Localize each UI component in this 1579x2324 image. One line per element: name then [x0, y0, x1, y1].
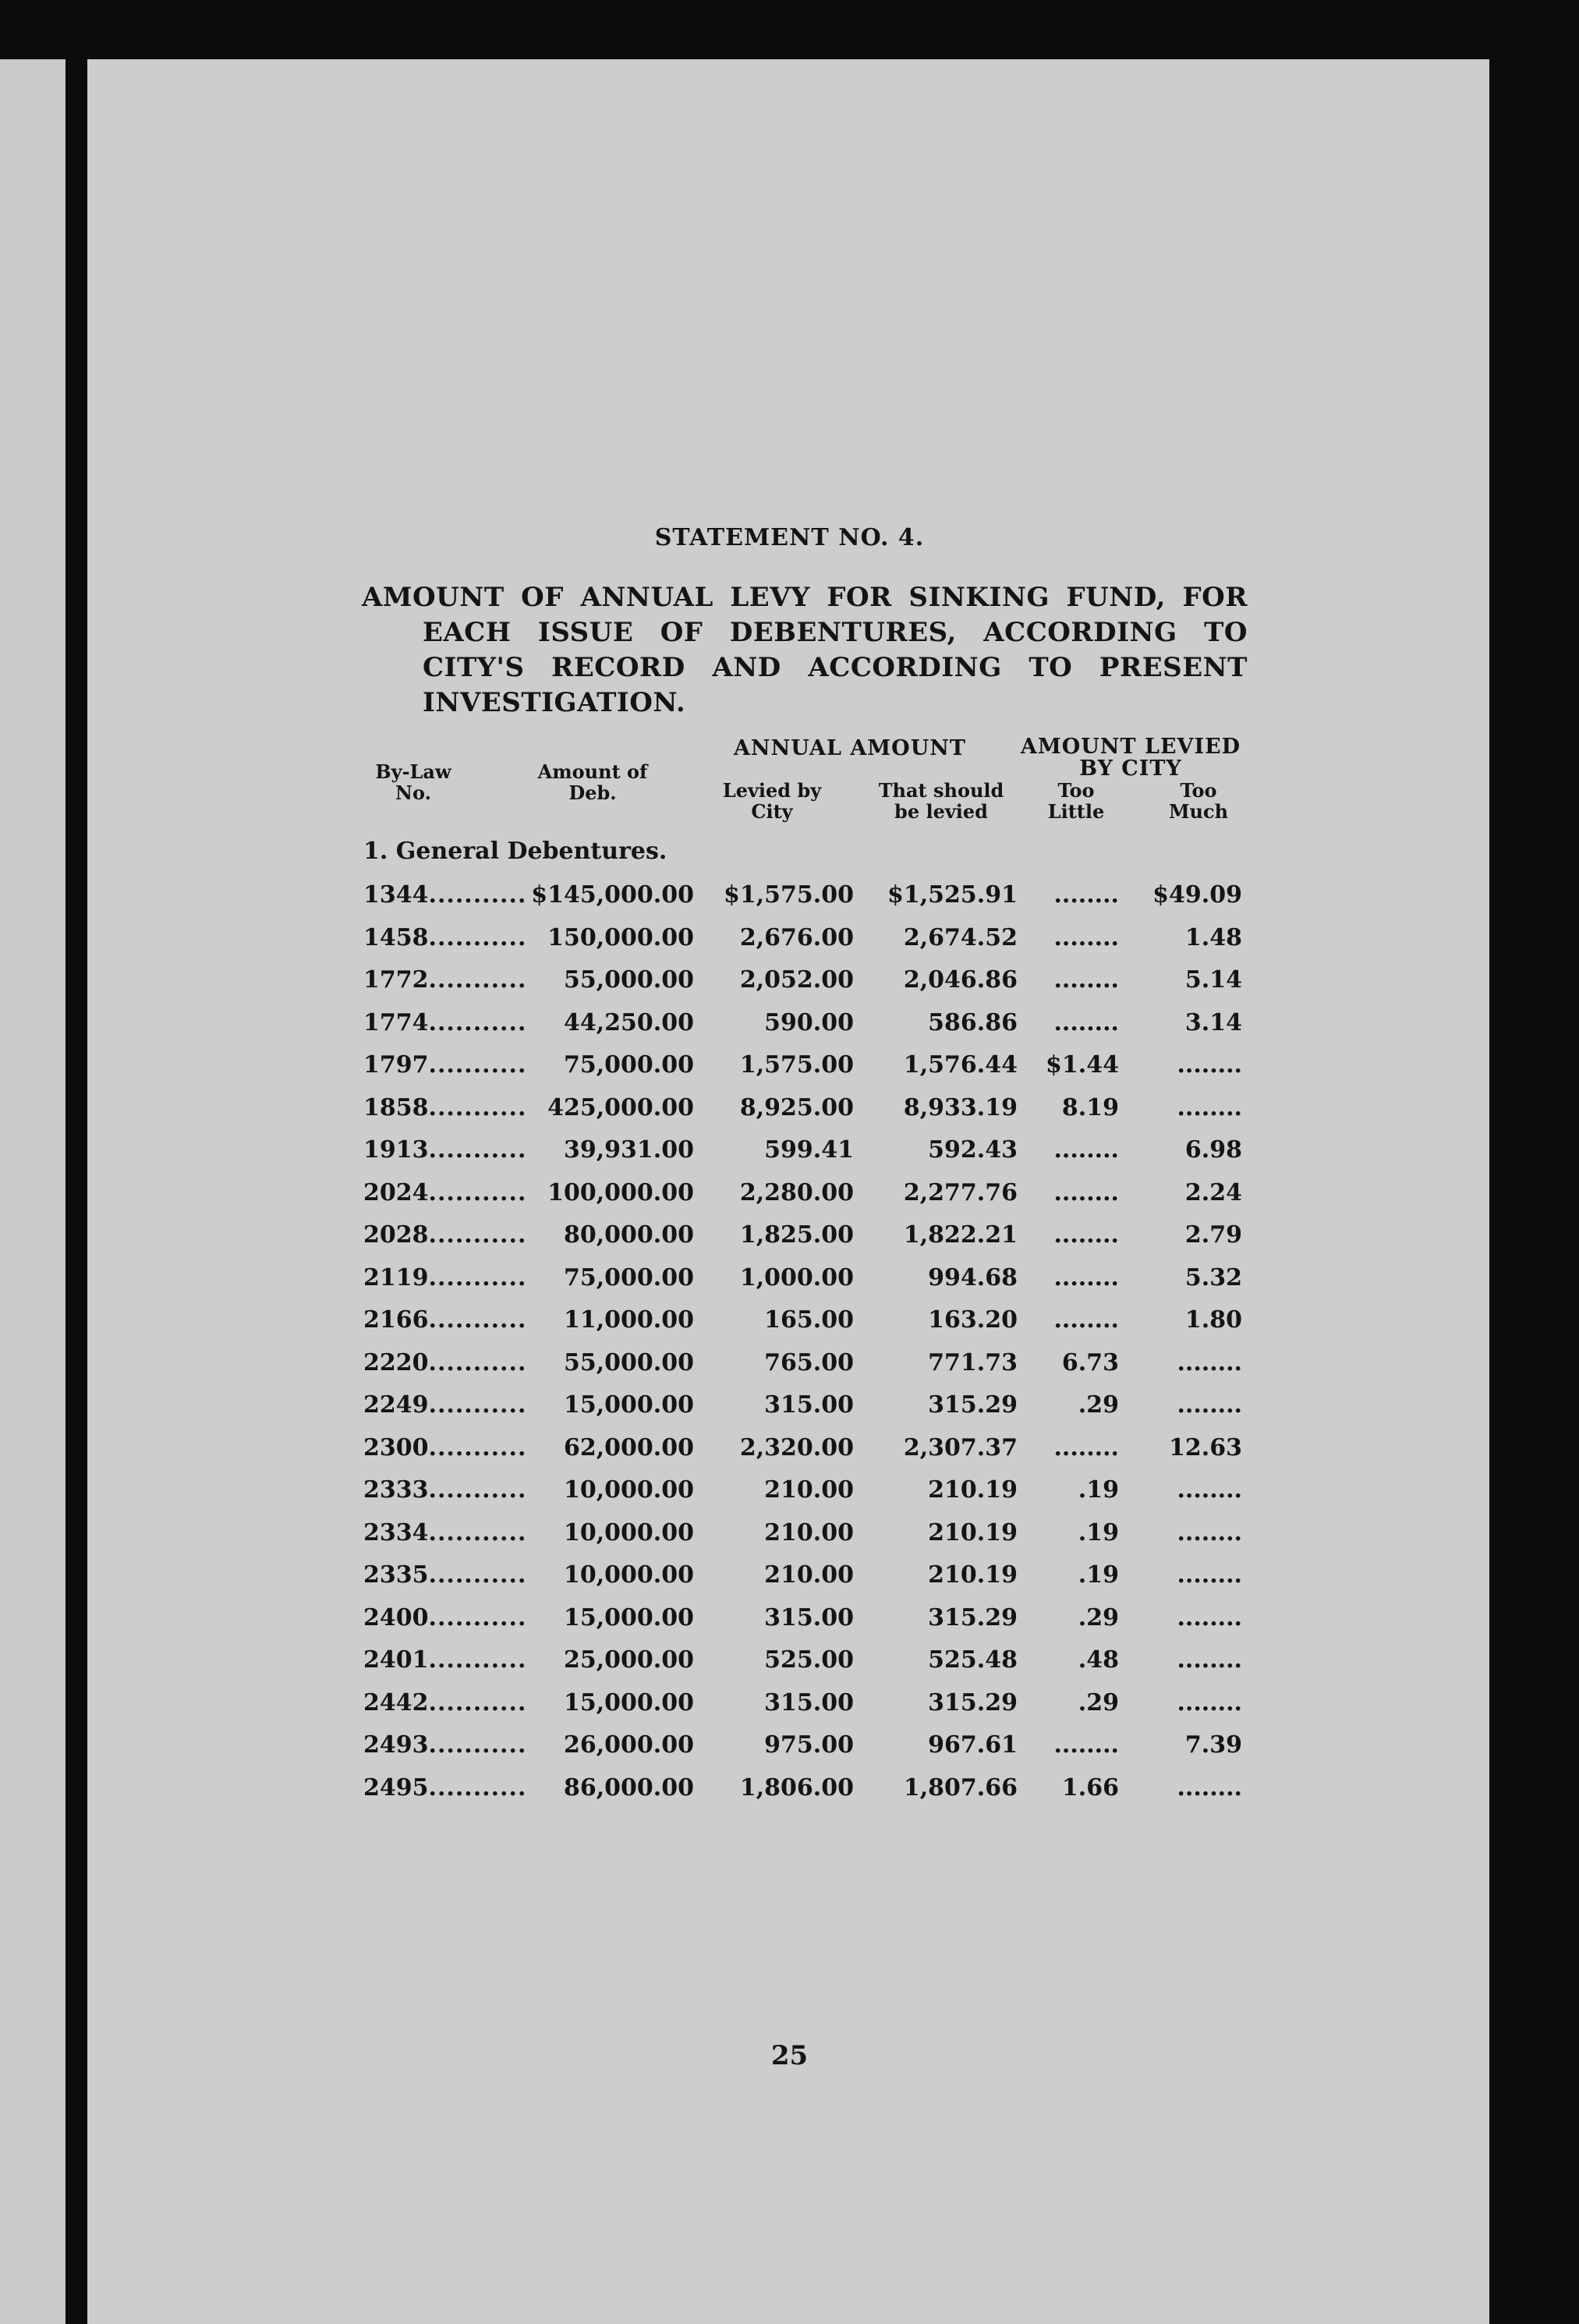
levied-cell: 8,925.00 — [739, 1094, 854, 1121]
table-row — [0, 1689, 1579, 1720]
table-row — [0, 924, 1579, 955]
by-law-cell — [363, 1349, 526, 1376]
too-little-cell: .19 — [1078, 1476, 1119, 1504]
by-law-number: 1797 — [363, 1051, 429, 1079]
leader-dots: ........... — [428, 1689, 527, 1716]
should-cell: 210.19 — [928, 1561, 1018, 1589]
levied-cell: 165.00 — [764, 1306, 854, 1334]
should-cell: 2,046.86 — [903, 966, 1018, 994]
by-law-cell — [363, 924, 526, 951]
too-little-cell: ........ — [1053, 924, 1119, 951]
by-law-number: 2334 — [363, 1519, 429, 1546]
too-little-cell: ........ — [1053, 1136, 1119, 1164]
too-much-cell: ........ — [1177, 1476, 1242, 1504]
by-law-number: 2333 — [363, 1476, 429, 1504]
statement-description — [362, 580, 1248, 721]
too-little-cell: ........ — [1053, 1731, 1119, 1759]
too-much-cell: ........ — [1177, 1646, 1242, 1674]
leader-dots: ........... — [428, 881, 527, 909]
too-little-cell: .29 — [1078, 1391, 1119, 1419]
leader-dots: ........... — [428, 1774, 527, 1801]
leader-dots: ........... — [428, 1731, 527, 1759]
by-law-number: 1458 — [363, 924, 429, 951]
should-cell: 315.29 — [928, 1391, 1018, 1419]
too-little-cell: $1.44 — [1046, 1051, 1119, 1079]
leader-dots: ........... — [428, 1434, 527, 1461]
by-law-cell — [363, 1051, 526, 1079]
too-much-cell: 7.39 — [1184, 1731, 1242, 1759]
too-much-cell: ........ — [1177, 1604, 1242, 1631]
by-law-cell — [363, 1221, 526, 1249]
by-law-number: 2442 — [363, 1689, 429, 1716]
too-much-cell: 2.79 — [1184, 1221, 1242, 1249]
by-law-cell — [363, 1391, 526, 1419]
amount-cell: $145,000.00 — [531, 881, 694, 909]
description-line-1: AMOUNT OF ANNUAL LEVY FOR SINKING FUND, FOR — [362, 582, 1248, 613]
levied-cell: $1,575.00 — [723, 881, 854, 909]
should-cell: $1,525.91 — [887, 881, 1018, 909]
amount-cell: 86,000.00 — [563, 1774, 694, 1801]
page-number: 25 — [770, 2040, 809, 2071]
too-little-cell: 1.66 — [1061, 1774, 1119, 1801]
levied-cell: 210.00 — [764, 1476, 854, 1504]
too-little-cell: .29 — [1078, 1604, 1119, 1631]
amount-cell: 80,000.00 — [563, 1221, 694, 1249]
should-cell: 315.29 — [928, 1604, 1018, 1631]
by-law-number: 2335 — [363, 1561, 429, 1589]
table-row — [0, 1264, 1579, 1295]
should-cell: 210.19 — [928, 1476, 1018, 1504]
too-little-cell: ........ — [1053, 881, 1119, 909]
by-law-cell — [363, 1009, 526, 1036]
should-cell: 210.19 — [928, 1519, 1018, 1546]
by-law-number: 2024 — [363, 1179, 429, 1206]
amount-cell: 75,000.00 — [563, 1051, 694, 1079]
leader-dots: ........... — [428, 1009, 527, 1036]
by-law-cell — [363, 1136, 526, 1164]
by-law-number: 1344 — [363, 881, 429, 909]
levied-cell: 2,320.00 — [739, 1434, 854, 1461]
should-cell: 2,307.37 — [903, 1434, 1018, 1461]
table-row — [0, 966, 1579, 997]
amount-cell: 10,000.00 — [563, 1519, 694, 1546]
leader-dots: ........... — [428, 1221, 527, 1249]
by-law-number: 1913 — [363, 1136, 429, 1164]
leader-dots: ........... — [428, 1094, 527, 1121]
too-little-header: Too Little — [1047, 779, 1105, 823]
by-law-cell — [363, 1561, 526, 1589]
amount-cell: 62,000.00 — [563, 1434, 694, 1461]
table-row — [0, 1476, 1579, 1507]
leader-dots: ........... — [428, 1604, 527, 1631]
amount-cell: 10,000.00 — [563, 1561, 694, 1589]
by-law-number: 1858 — [363, 1094, 429, 1121]
that-should-be-levied-header: That should be levied — [878, 779, 1004, 823]
levied-cell: 525.00 — [764, 1646, 854, 1674]
levied-cell: 1,806.00 — [739, 1774, 854, 1801]
too-little-cell: ........ — [1053, 1264, 1119, 1291]
statement-title: STATEMENT NO. 4. — [654, 524, 925, 551]
table-row — [0, 1519, 1579, 1550]
levied-cell: 2,676.00 — [739, 924, 854, 951]
should-cell: 1,807.66 — [903, 1774, 1018, 1801]
too-much-cell: ........ — [1177, 1051, 1242, 1079]
section-title: 1. General Debentures. — [363, 838, 667, 865]
table-row — [0, 1009, 1579, 1040]
amount-cell: 39,931.00 — [563, 1136, 694, 1164]
levied-cell: 599.41 — [764, 1136, 854, 1164]
leader-dots: ........... — [428, 924, 527, 951]
levied-cell: 590.00 — [764, 1009, 854, 1036]
leader-dots: ........... — [428, 1051, 527, 1079]
leader-dots: ........... — [428, 1519, 527, 1546]
table-row — [0, 881, 1579, 912]
by-law-number: 1772 — [363, 966, 429, 994]
table-row — [0, 1434, 1579, 1465]
levied-cell: 315.00 — [764, 1391, 854, 1419]
amount-cell: 11,000.00 — [563, 1306, 694, 1334]
table-row — [0, 1731, 1579, 1762]
amount-levied-by-city-header: AMOUNT LEVIED BY CITY — [1020, 735, 1241, 781]
by-law-cell — [363, 1264, 526, 1291]
by-law-cell — [363, 1646, 526, 1674]
should-cell: 994.68 — [928, 1264, 1018, 1291]
by-law-cell — [363, 1476, 526, 1504]
table-row — [0, 1391, 1579, 1422]
by-law-cell — [363, 881, 526, 909]
amount-cell: 25,000.00 — [563, 1646, 694, 1674]
too-much-cell: ........ — [1177, 1689, 1242, 1716]
levied-cell: 1,575.00 — [739, 1051, 854, 1079]
by-law-number: 2119 — [363, 1264, 429, 1291]
too-little-cell: ........ — [1053, 1434, 1119, 1461]
too-little-cell: ........ — [1053, 1009, 1119, 1036]
amount-cell: 15,000.00 — [563, 1391, 694, 1419]
leader-dots: ........... — [428, 1179, 527, 1206]
leader-dots: ........... — [428, 966, 527, 994]
by-law-number: 2249 — [363, 1391, 429, 1419]
leader-dots: ........... — [428, 1561, 527, 1589]
table-row — [0, 1221, 1579, 1252]
by-law-cell — [363, 1604, 526, 1631]
by-law-number: 2401 — [363, 1646, 429, 1674]
too-little-cell: ........ — [1053, 966, 1119, 994]
by-law-number: 2300 — [363, 1434, 429, 1461]
by-law-cell — [363, 1519, 526, 1546]
too-much-cell: ........ — [1177, 1094, 1242, 1121]
should-cell: 2,674.52 — [903, 924, 1018, 951]
should-cell: 771.73 — [928, 1349, 1018, 1376]
by-law-number: 2493 — [363, 1731, 429, 1759]
annual-amount-header: ANNUAL AMOUNT — [733, 736, 967, 760]
too-little-cell: 8.19 — [1061, 1094, 1119, 1121]
amount-cell: 15,000.00 — [563, 1689, 694, 1716]
table-row — [0, 1604, 1579, 1635]
levied-cell: 210.00 — [764, 1519, 854, 1546]
too-little-cell: ........ — [1053, 1179, 1119, 1206]
should-cell: 592.43 — [928, 1136, 1018, 1164]
by-law-cell — [363, 1179, 526, 1206]
too-much-cell: ........ — [1177, 1519, 1242, 1546]
too-little-cell: .19 — [1078, 1561, 1119, 1589]
should-cell: 525.48 — [928, 1646, 1018, 1674]
table-row — [0, 1136, 1579, 1167]
leader-dots: ........... — [428, 1391, 527, 1419]
amount-cell: 75,000.00 — [563, 1264, 694, 1291]
should-cell: 967.61 — [928, 1731, 1018, 1759]
too-much-cell: 1.80 — [1184, 1306, 1242, 1334]
levied-cell: 765.00 — [764, 1349, 854, 1376]
leader-dots: ........... — [428, 1349, 527, 1376]
table-row — [0, 1646, 1579, 1677]
levied-cell: 2,280.00 — [739, 1179, 854, 1206]
description-line-2: EACH ISSUE OF DEBENTURES, ACCORDING TO — [423, 617, 1248, 648]
by-law-cell — [363, 1434, 526, 1461]
description-line-3: CITY'S RECORD AND ACCORDING TO PRESENT — [423, 652, 1248, 683]
leader-dots: ........... — [428, 1136, 527, 1164]
leader-dots: ........... — [428, 1646, 527, 1674]
by-law-cell — [363, 1689, 526, 1716]
should-cell: 163.20 — [928, 1306, 1018, 1334]
levied-cell: 1,000.00 — [739, 1264, 854, 1291]
amount-cell: 44,250.00 — [563, 1009, 694, 1036]
too-much-cell: 12.63 — [1169, 1434, 1242, 1461]
too-much-cell: 5.14 — [1184, 966, 1242, 994]
amount-cell: 15,000.00 — [563, 1604, 694, 1631]
table-row — [0, 1306, 1579, 1337]
by-law-number: 2166 — [363, 1306, 429, 1334]
should-cell: 315.29 — [928, 1689, 1018, 1716]
amount-cell: 150,000.00 — [547, 924, 694, 951]
table-row — [0, 1774, 1579, 1805]
by-law-number: 2495 — [363, 1774, 429, 1801]
by-law-number: 2220 — [363, 1349, 429, 1376]
amount-cell: 100,000.00 — [547, 1179, 694, 1206]
too-much-cell: 1.48 — [1184, 924, 1242, 951]
by-law-number: 2400 — [363, 1604, 429, 1631]
table-row — [0, 1094, 1579, 1125]
levied-cell: 315.00 — [764, 1604, 854, 1631]
amount-cell: 425,000.00 — [547, 1094, 694, 1121]
leader-dots: ........... — [428, 1264, 527, 1291]
too-little-cell: .19 — [1078, 1519, 1119, 1546]
should-cell: 1,576.44 — [903, 1051, 1018, 1079]
too-much-cell: 5.32 — [1184, 1264, 1242, 1291]
too-much-header: Too Much — [1168, 779, 1229, 823]
by-law-no-header: By-Law No. — [375, 760, 451, 804]
too-much-cell: 6.98 — [1184, 1136, 1242, 1164]
leader-dots: ........... — [428, 1476, 527, 1504]
too-little-cell: .29 — [1078, 1689, 1119, 1716]
too-much-cell: 3.14 — [1184, 1009, 1242, 1036]
too-much-cell: ........ — [1177, 1349, 1242, 1376]
too-little-cell: .48 — [1078, 1646, 1119, 1674]
too-little-cell: ........ — [1053, 1306, 1119, 1334]
table-row — [0, 1349, 1579, 1380]
too-little-cell: ........ — [1053, 1221, 1119, 1249]
amount-of-deb-header: Amount of Deb. — [537, 760, 648, 804]
by-law-cell — [363, 1094, 526, 1121]
too-much-cell: ........ — [1177, 1774, 1242, 1801]
description-line-4: INVESTIGATION. — [423, 687, 686, 718]
should-cell: 2,277.76 — [903, 1179, 1018, 1206]
levied-by-city-header: Levied by City — [722, 779, 822, 823]
amount-cell: 10,000.00 — [563, 1476, 694, 1504]
amount-cell: 55,000.00 — [563, 966, 694, 994]
amount-cell: 55,000.00 — [563, 1349, 694, 1376]
levied-cell: 2,052.00 — [739, 966, 854, 994]
too-much-cell: $49.09 — [1152, 881, 1242, 909]
table-row — [0, 1561, 1579, 1592]
by-law-cell — [363, 1731, 526, 1759]
should-cell: 1,822.21 — [903, 1221, 1018, 1249]
amount-cell: 26,000.00 — [563, 1731, 694, 1759]
levied-cell: 210.00 — [764, 1561, 854, 1589]
by-law-cell — [363, 1774, 526, 1801]
by-law-cell — [363, 966, 526, 994]
by-law-number: 1774 — [363, 1009, 429, 1036]
should-cell: 586.86 — [928, 1009, 1018, 1036]
table-row — [0, 1051, 1579, 1082]
too-much-cell: ........ — [1177, 1391, 1242, 1419]
levied-cell: 315.00 — [764, 1689, 854, 1716]
should-cell: 8,933.19 — [903, 1094, 1018, 1121]
table-row — [0, 1179, 1579, 1210]
leader-dots: ........... — [428, 1306, 527, 1334]
levied-cell: 1,825.00 — [739, 1221, 854, 1249]
by-law-number: 2028 — [363, 1221, 429, 1249]
levied-cell: 975.00 — [764, 1731, 854, 1759]
too-little-cell: 6.73 — [1061, 1349, 1119, 1376]
too-much-cell: 2.24 — [1184, 1179, 1242, 1206]
too-much-cell: ........ — [1177, 1561, 1242, 1589]
by-law-cell — [363, 1306, 526, 1334]
